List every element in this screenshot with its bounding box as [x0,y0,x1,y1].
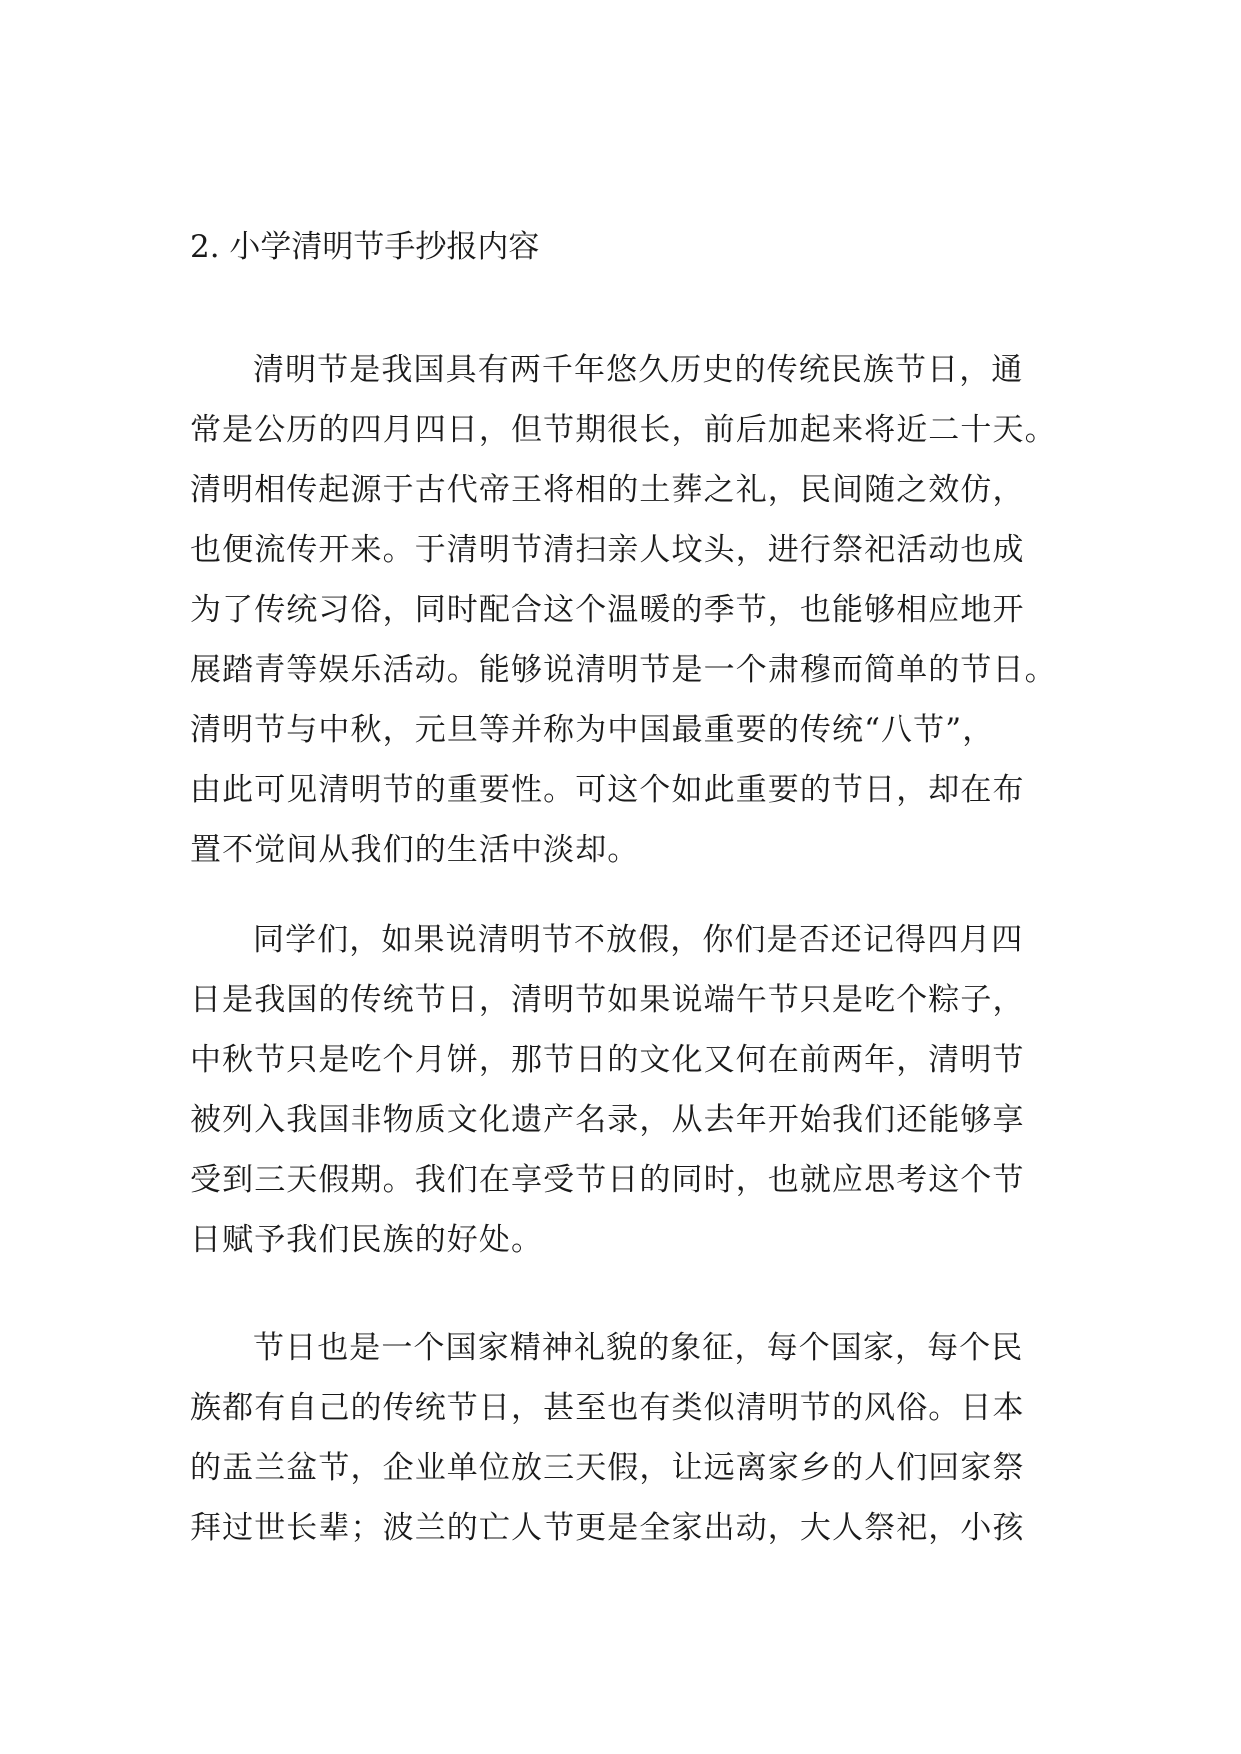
text-line: 节日也是一个国家精神礼貌的象征，每个国家，每个民 [253,1330,1024,1366]
text-line: 清明相传起源于古代帝王将相的土葬之礼，民间随之效仿， [190,472,1025,508]
text-line: 展踏青等娱乐活动。能够说清明节是一个肃穆而简单的节日。 [190,652,1057,688]
text-line: 同学们，如果说清明节不放假，你们是否还记得四月四 [253,922,1024,958]
paragraph-2 [190,910,1055,1270]
text-line: 日是我国的传统节日，清明节如果说端午节只是吃个粽子， [190,982,1025,1018]
text-line: 日赋予我们民族的好处。 [190,1222,544,1258]
section-heading: 2. 小学清明节手抄报内容 [190,229,540,265]
text-line: 由此可见清明节的重要性。可这个如此重要的节日，却在布 [190,772,1025,808]
text-line: 也便流传开来。于清明节清扫亲人坟头，进行祭祀活动也成 [190,532,1025,568]
text-line: 置不觉间从我们的生活中淡却。 [190,832,640,868]
text-line: 族都有自己的传统节日，甚至也有类似清明节的风俗。日本 [190,1390,1025,1426]
text-line: 被列入我国非物质文化遗产名录，从去年开始我们还能够享 [190,1102,1025,1138]
text-line: 常是公历的四月四日，但节期很长，前后加起来将近二十天。 [190,412,1057,448]
text-line: 为了传统习俗，同时配合这个温暖的季节，也能够相应地开 [190,592,1025,628]
text-line: 的盂兰盆节，企业单位放三天假，让远离家乡的人们回家祭 [190,1450,1025,1486]
text-line: 清明节与中秋，元旦等并称为中国最重要的传统“八节”， [190,712,995,748]
paragraph-3 [190,1318,1055,1558]
text-line: 清明节是我国具有两千年悠久历史的传统民族节日，通 [253,352,1024,388]
text-line: 拜过世长辈；波兰的亡人节更是全家出动，大人祭祀，小孩 [190,1510,1025,1546]
paragraph-1 [190,340,1055,880]
text-line: 受到三天假期。我们在享受节日的同时，也就应思考这个节 [190,1162,1025,1198]
text-line: 中秋节只是吃个月饼，那节日的文化又何在前两年，清明节 [190,1042,1025,1078]
